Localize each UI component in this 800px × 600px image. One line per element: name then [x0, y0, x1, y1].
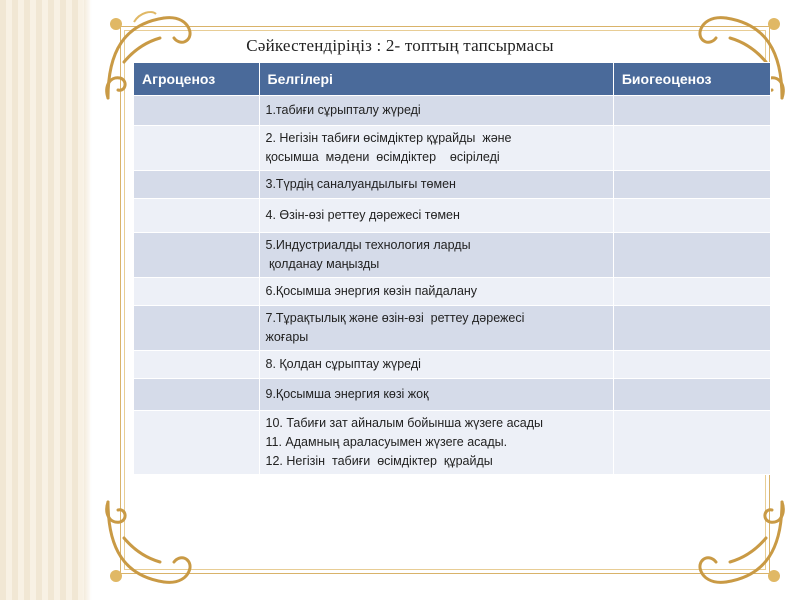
biogeocenosis-answer-cell[interactable] [613, 278, 770, 306]
table-row [134, 278, 771, 306]
feature-text-line: 7.Тұрақтылық және өзін-өзі реттеу дәрежесі [265, 311, 525, 325]
table-row [134, 233, 771, 278]
header-agrocenosis: Агроценоз [134, 63, 260, 96]
feature-cell [259, 233, 613, 278]
feature-cell [259, 379, 613, 411]
table-body [134, 96, 771, 475]
table-row [134, 351, 771, 379]
feature-text-line: 2. Негізін табиғи өсімдіктер құрайды және [265, 131, 512, 145]
feature-text-line: жоғары [265, 330, 309, 344]
ornament-corner-icon [686, 488, 796, 598]
agrocenosis-answer-cell[interactable] [134, 233, 260, 278]
feature-cell [259, 199, 613, 233]
biogeocenosis-answer-cell[interactable] [613, 171, 770, 199]
feature-text-line: 3.Түрдің саналуандылығы төмен [265, 177, 456, 191]
biogeocenosis-answer-cell[interactable] [613, 199, 770, 233]
feature-text-line: 8. Қолдан сұрыптау жүреді [265, 357, 421, 371]
feature-cell [259, 306, 613, 351]
feature-text-line: 4. Өзін-өзі реттеу дәрежесі төмен [265, 208, 460, 222]
agrocenosis-answer-cell[interactable] [134, 171, 260, 199]
feature-cell [259, 351, 613, 379]
table-header-row [134, 63, 771, 96]
feature-cell [259, 171, 613, 199]
agrocenosis-answer-cell[interactable] [134, 411, 260, 475]
feature-text-line: 10. Табиғи зат айналым бойынша жүзеге асады [265, 416, 544, 430]
agrocenosis-answer-cell[interactable] [134, 306, 260, 351]
table-row [134, 306, 771, 351]
feature-text-line: 5.Индустриалды технология ларды [265, 238, 471, 252]
table-row [134, 96, 771, 126]
feature-text-line: 1.табиғи сұрыпталу жүреді [265, 103, 421, 117]
feature-text-line: қосымша мәдени өсімдіктер өсіріледі [265, 150, 500, 164]
feature-cell [259, 126, 613, 171]
feature-text-line: 12. Негізін табиғи өсімдіктер құрайды [265, 454, 493, 468]
biogeocenosis-answer-cell[interactable] [613, 126, 770, 171]
feature-text-line: қолданау маңызды [265, 257, 380, 271]
table-row [134, 199, 771, 233]
agrocenosis-answer-cell[interactable] [134, 278, 260, 306]
feature-cell [259, 278, 613, 306]
table-row [134, 126, 771, 171]
feature-text-line: 6.Қосымша энергия көзін пайдалану [265, 284, 478, 298]
agrocenosis-answer-cell[interactable] [134, 126, 260, 171]
feature-text-line: 11. Адамның араласуымен жүзеге асады. [265, 435, 508, 449]
biogeocenosis-answer-cell[interactable] [613, 411, 770, 475]
agrocenosis-answer-cell[interactable] [134, 379, 260, 411]
agrocenosis-answer-cell[interactable] [134, 199, 260, 233]
biogeocenosis-answer-cell[interactable] [613, 351, 770, 379]
table-row [134, 171, 771, 199]
feature-cell [259, 411, 613, 475]
header-features: Белгілері [259, 63, 613, 96]
ornament-corner-icon [94, 488, 204, 598]
page-title: Сәйкестендіріңіз : 2- топтың тапсырмасы [246, 36, 554, 55]
biogeocenosis-answer-cell[interactable] [613, 96, 770, 126]
biogeocenosis-answer-cell[interactable] [613, 233, 770, 278]
matching-table [133, 62, 771, 475]
feature-cell [259, 96, 613, 126]
table-row [134, 379, 771, 411]
biogeocenosis-answer-cell[interactable] [613, 379, 770, 411]
decorative-left-strip [0, 0, 92, 600]
agrocenosis-answer-cell[interactable] [134, 351, 260, 379]
feature-text-line: 9.Қосымша энергия көзі жоқ [265, 387, 429, 401]
header-biogeocenosis: Биогеоценоз [613, 63, 770, 96]
biogeocenosis-answer-cell[interactable] [613, 306, 770, 351]
agrocenosis-answer-cell[interactable] [134, 96, 260, 126]
table-row [134, 411, 771, 475]
